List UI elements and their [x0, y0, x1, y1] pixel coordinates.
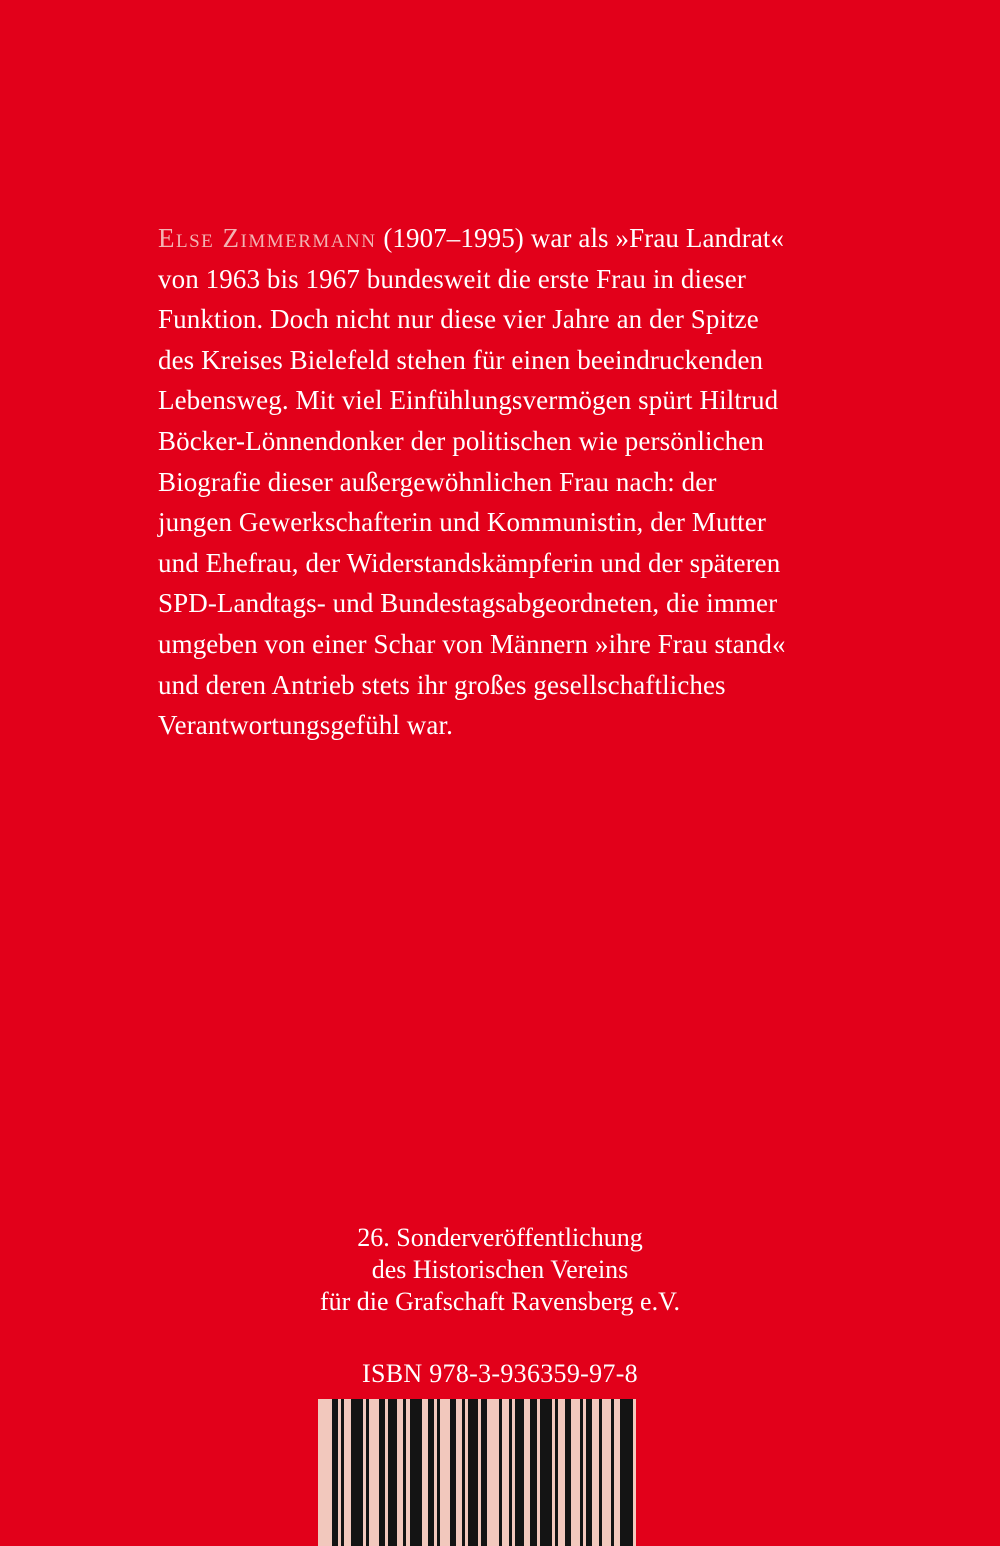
blurb-line: und deren Antrieb stets ihr großes gesellschaftliches — [158, 669, 726, 700]
author-name: Else Zimmermann — [158, 223, 377, 253]
series-line: für die Grafschaft Ravensberg e.V. — [319, 1287, 681, 1316]
barcode-bar — [410, 1399, 422, 1546]
blurb-line: Biografie dieser außergewöhnlichen Frau nach: der — [158, 466, 717, 497]
barcode-bar — [509, 1399, 512, 1546]
barcode-bar — [530, 1399, 536, 1546]
barcode-bar — [450, 1399, 456, 1546]
blurb-first-line-rest: (1907–1995) war als »Frau Landrat« — [376, 223, 785, 253]
barcode-bar — [620, 1399, 632, 1546]
barcode-bar — [540, 1399, 552, 1546]
barcode-bar — [586, 1399, 592, 1546]
blurb-line: umgeben von einer Schar von Männern »ihre Frau stand« — [158, 628, 786, 659]
barcode-bar — [428, 1399, 434, 1546]
barcode-bar — [403, 1399, 406, 1546]
blurb-line: und Ehefrau, der Widerstandskämpferin und der späteren — [158, 547, 781, 578]
barcode-bar — [341, 1399, 344, 1546]
blurb-line: von 1963 bis 1967 bundesweit die erste Frau in dieser — [158, 263, 746, 294]
blurb-line — [158, 218, 898, 259]
series-note — [0, 1222, 1000, 1318]
barcode-bar — [555, 1399, 558, 1546]
blurb-text — [158, 218, 898, 746]
barcode-bar — [599, 1399, 602, 1546]
barcode-bar — [462, 1399, 465, 1546]
barcode-bar — [366, 1399, 369, 1546]
blurb-line: des Kreises Bielefeld stehen für einen beeindruckenden — [158, 344, 764, 375]
barcode-bar — [388, 1399, 397, 1546]
barcode-bar — [332, 1399, 338, 1546]
barcode-bar — [379, 1399, 385, 1546]
barcode-bar — [437, 1399, 440, 1546]
isbn-label: ISBN 978-3-936359-97-8 — [362, 1359, 638, 1388]
barcode-bar — [515, 1399, 524, 1546]
barcode-bar — [468, 1399, 477, 1546]
series-line: des Historischen Vereins — [371, 1255, 629, 1284]
blurb-line: SPD-Landtags- und Bundestagsabgeordneten, die immer — [158, 588, 778, 619]
barcode-bar — [611, 1399, 614, 1546]
blurb-line: jungen Gewerkschafterin und Kommunistin, der Mutter — [158, 507, 766, 538]
blurb-line: Lebensweg. Mit viel Einfühlungsvermögen spürt Hiltrud — [158, 385, 779, 416]
barcode-bar — [351, 1399, 363, 1546]
blurb-line: Verantwortungsgefühl war. — [158, 710, 453, 741]
barcode-bar — [565, 1399, 571, 1546]
blurb-line: Böcker-Lönnendonker der politischen wie persönlichen — [158, 425, 764, 456]
blurb-line: Funktion. Doch nicht nur diese vier Jahre an der Spitze — [158, 304, 759, 335]
barcode — [318, 1399, 636, 1546]
barcode-bar — [481, 1399, 487, 1546]
series-line: 26. Sonderveröffentlichung — [357, 1223, 643, 1252]
barcode-bar — [499, 1399, 502, 1546]
barcode-bar — [580, 1399, 583, 1546]
